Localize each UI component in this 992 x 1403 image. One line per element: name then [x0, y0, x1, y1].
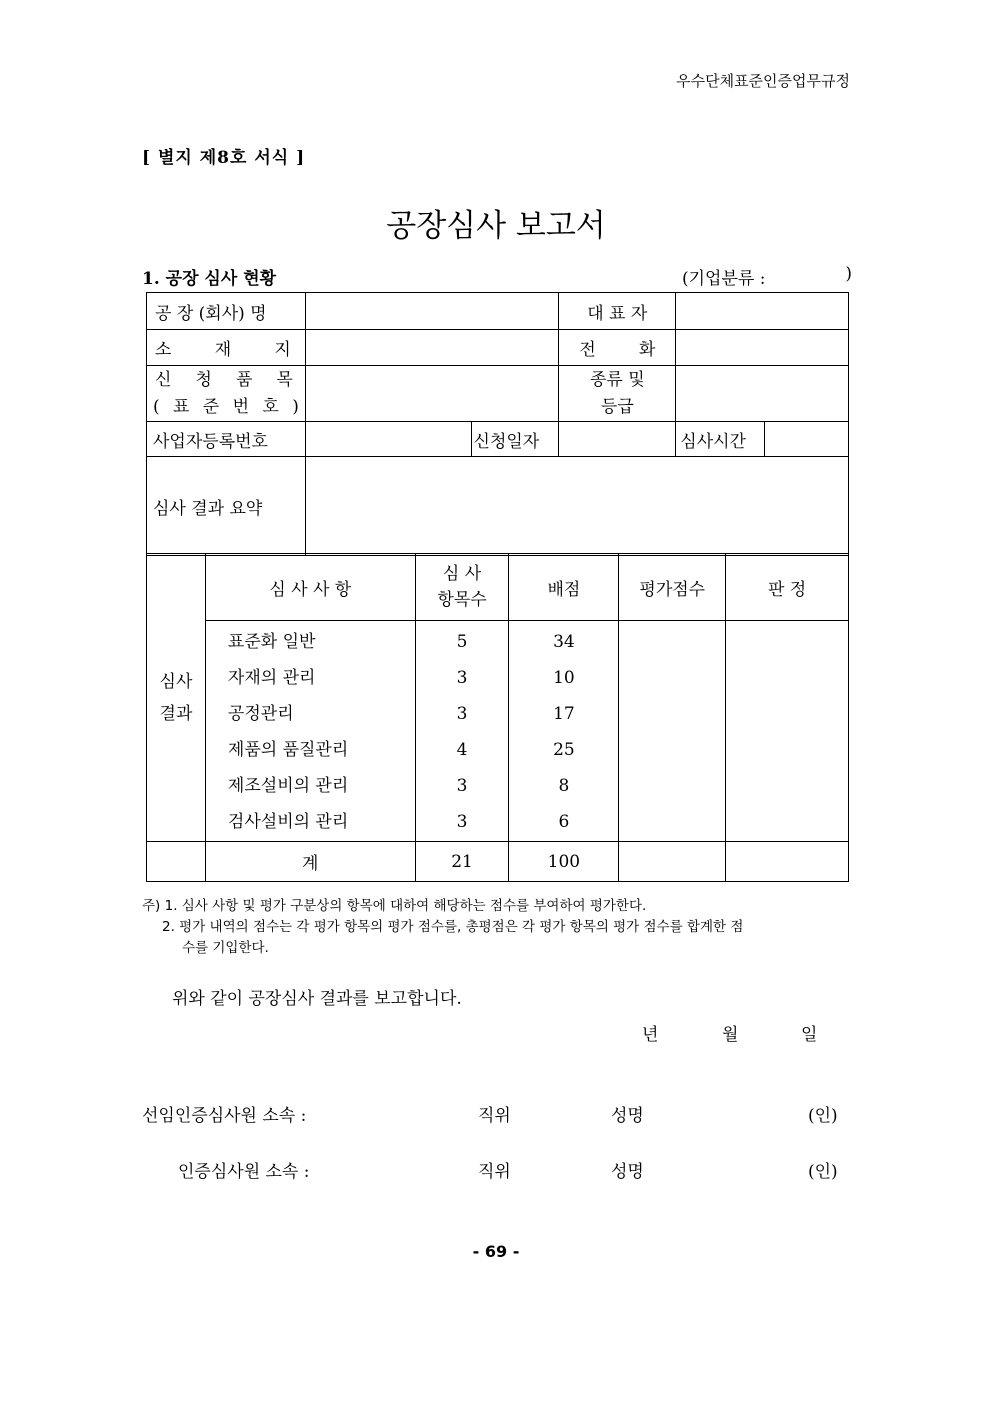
senior-auditor-seal: (인): [808, 1106, 838, 1126]
form-number: [ 별지 제8호 서식 ]: [142, 148, 306, 168]
classification-label: (기업분류 :: [682, 269, 766, 289]
product-field[interactable]: [305, 366, 559, 422]
judgment-field[interactable]: [726, 621, 849, 842]
side-blank: [147, 842, 206, 882]
item-count: 4: [456, 740, 468, 760]
page-number: - 69 -: [472, 1242, 520, 1261]
standard-no-label: ( 표 준 번 호 ): [153, 396, 299, 417]
factory-info-table: [146, 292, 849, 556]
note-2-continued: 수를 기입한다.: [182, 940, 269, 956]
summary-label: 심사 결과 요약: [147, 457, 306, 556]
date-month: 월: [722, 1025, 739, 1045]
audit-items-column: [205, 621, 415, 842]
audit-item: 제품의 품질관리: [227, 740, 349, 760]
points-value: 17: [553, 704, 575, 724]
product-label: 신 청 품 목 ( 표 준 번 호 ): [147, 366, 306, 422]
item-count: 3: [456, 812, 468, 832]
total-score-field[interactable]: [619, 842, 726, 882]
biz-reg-no-label: 사업자등록번호: [147, 422, 306, 457]
item-count: 3: [456, 776, 468, 796]
total-count: 21: [415, 842, 509, 882]
points-value: 6: [558, 812, 570, 832]
note-2: 2. 평가 내역의 점수는 각 평가 항목의 평가 점수를, 총평점은 각 평가 항목의 평가 점수를 합계한 점: [162, 919, 744, 935]
points-value: 8: [558, 776, 570, 796]
phone-label: 전 화: [559, 330, 676, 366]
header-points: 배점: [509, 554, 619, 621]
auditor-position: 직위: [478, 1162, 511, 1182]
auditor-affiliation: 인증심사원 소속 :: [178, 1162, 310, 1182]
total-points: 100: [509, 842, 619, 882]
company-classification: [682, 264, 852, 289]
header-item-count: 심 사 항목수: [415, 554, 509, 621]
representative-field[interactable]: [676, 293, 849, 330]
header-judgment: 판 정: [726, 554, 849, 621]
score-field[interactable]: [619, 621, 726, 842]
audit-result-side-label: 심사 결과: [147, 554, 206, 842]
item-count: 5: [456, 632, 468, 652]
header-audit-item: 심 사 사 항: [205, 554, 415, 621]
report-statement: 위와 같이 공장심사 결과를 보고합니다.: [172, 989, 462, 1009]
section-title: 1. 공장 심사 현황: [142, 269, 277, 289]
date-year: 년: [642, 1025, 659, 1045]
points-column: [509, 621, 619, 842]
points-value: 34: [553, 632, 575, 652]
auditor-name: 성명: [611, 1162, 644, 1182]
location-label: 소 재 지: [147, 330, 306, 366]
notes: [142, 896, 852, 959]
apply-date-label: 신청일자: [471, 422, 559, 457]
document-header: 우수단체표준인증업무규정: [676, 72, 850, 90]
audit-item: 공정관리: [227, 704, 294, 724]
audit-item: 제조설비의 관리: [227, 776, 349, 796]
auditor-seal: (인): [808, 1162, 838, 1182]
location-field[interactable]: [305, 330, 559, 366]
senior-auditor-position: 직위: [478, 1106, 511, 1126]
total-label: 계: [205, 842, 415, 882]
audit-results-table: [146, 553, 849, 882]
classification-close: ): [845, 264, 852, 284]
audit-item: 자재의 관리: [227, 668, 316, 688]
grade-field[interactable]: [676, 366, 849, 422]
date-day: 일: [801, 1025, 818, 1045]
biz-reg-no-field[interactable]: [305, 422, 471, 457]
senior-auditor-affiliation: 선임인증심사원 소속 :: [142, 1106, 307, 1126]
audit-time-label: 심사시간: [676, 422, 765, 457]
representative-label: 대 표 자: [559, 293, 676, 330]
senior-auditor-name: 성명: [611, 1106, 644, 1126]
audit-item: 검사설비의 관리: [227, 812, 349, 832]
points-value: 10: [553, 668, 575, 688]
points-value: 25: [553, 740, 575, 760]
phone-field[interactable]: [676, 330, 849, 366]
audit-time-field[interactable]: [765, 422, 849, 457]
note-1: 주) 1. 심사 사항 및 평가 구분상의 항목에 대하여 해당하는 점수를 부여하여 평가한다.: [142, 898, 647, 914]
item-count-column: [415, 621, 509, 842]
apply-date-field[interactable]: [559, 422, 676, 457]
factory-name-label: 공 장 (회사) 명: [147, 293, 306, 330]
audit-item: 표준화 일반: [227, 632, 316, 652]
factory-name-field[interactable]: [305, 293, 559, 330]
item-count: 3: [456, 668, 468, 688]
total-judgment-field[interactable]: [726, 842, 849, 882]
header-score: 평가점수: [619, 554, 726, 621]
grade-label: 종류 및 등급: [559, 366, 676, 422]
item-count: 3: [456, 704, 468, 724]
summary-field[interactable]: [305, 457, 848, 556]
page-title: 공장심사 보고서: [386, 208, 606, 244]
